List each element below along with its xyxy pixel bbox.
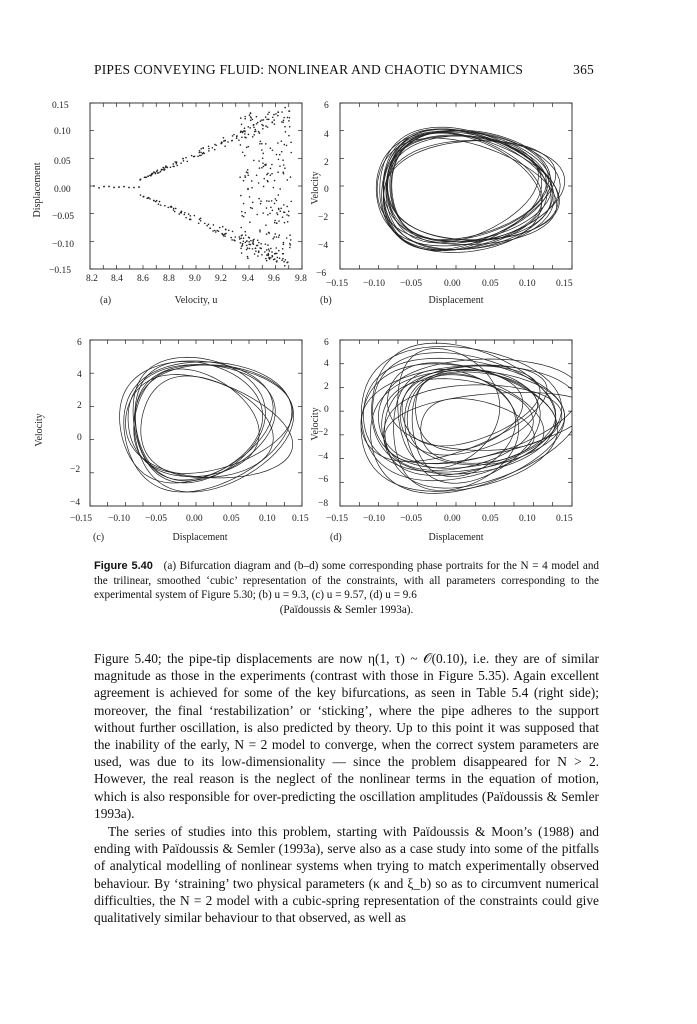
panel-b-xtick-2: −0.05 bbox=[400, 279, 422, 289]
panel-b-ylabel: Velocity bbox=[310, 171, 321, 205]
panel-d-ytick-0: 6 bbox=[324, 338, 329, 348]
panel-b-xtick-5: 0.10 bbox=[519, 279, 536, 289]
panel-b-phase-portrait bbox=[310, 101, 573, 306]
panel-b-trajectory bbox=[370, 119, 573, 267]
panel-a-ytick-1: 0.10 bbox=[54, 127, 71, 137]
panel-c-ytick-5: −4 bbox=[70, 498, 81, 508]
caption-label: Figure 5.40 bbox=[94, 560, 153, 572]
panel-d-xtick-4: 0.05 bbox=[482, 514, 499, 524]
caption-line-1: (a) Bifurcation diagram and (b–d) some corresponding phase portraits for the N = 4 bbox=[163, 560, 548, 572]
panel-b-xtick-4: 0.05 bbox=[482, 279, 499, 289]
caption-line-3: corresponding to the experimental system of Figure 5.30; (b) u = 9.3, (c) u = 9.57, (d) u = 9.6 bbox=[94, 574, 599, 602]
panel-c-trajectory bbox=[108, 343, 305, 504]
panel-a-tag: (a) bbox=[100, 295, 112, 306]
panel-d-phase-portrait bbox=[310, 335, 593, 543]
panel-d-trajectory bbox=[352, 335, 593, 503]
panel-d-xtick-3: 0.00 bbox=[444, 514, 461, 524]
body-text bbox=[94, 650, 599, 926]
panel-a-xtick-2: 8.6 bbox=[137, 274, 149, 284]
panel-a-ytick-0: 0.15 bbox=[52, 101, 69, 111]
panel-d-ytick-1: 4 bbox=[324, 359, 329, 369]
panel-b-xtick-3: 0.00 bbox=[444, 279, 461, 289]
panel-c-ytick-0: 6 bbox=[77, 338, 82, 348]
panel-c-phase-portrait bbox=[34, 338, 309, 543]
panel-d-ytick-5: −4 bbox=[318, 452, 329, 462]
panel-a-ytick-3: 0.00 bbox=[54, 185, 71, 195]
panel-a-xtick-3: 8.8 bbox=[163, 274, 175, 284]
body-paragraph-1: Figure 5.40; the pipe-tip displacements are now η(1, τ) ~ 𝒪(0.10), i.e. they are of similar magnitude as those in the experiments (contrast with those in Figure 5.35). Again excellent agreement is achieved for some of the key bifurcations, as seen in Table 5.4 (right side); moreover, the final ‘restabilization’ or ‘sticking’, where the pipe adheres to the support without further oscillation, is also predicted by theory. Up to this point it was supposed that the inability of the early, N = 2 model to converge, when the correct system parameters are used, was due to its low-dimensionality — since the problem disappeared for N > 2. However, the real reason is the neglect of the nonlinear terms in the equation of motion, which is also responsible for over-predicting the oscillation amplitudes (Païdoussis & Semler 1993a). bbox=[94, 651, 599, 821]
panel-c-xlabel: Displacement bbox=[172, 532, 228, 543]
panel-a-xtick-1: 8.4 bbox=[111, 274, 123, 284]
page-number: 365 bbox=[573, 62, 594, 77]
panel-b-tag: (b) bbox=[320, 295, 332, 306]
panel-c-xtick-1: −0.10 bbox=[108, 514, 130, 524]
panel-b-xlabel: Displacement bbox=[428, 295, 484, 306]
panel-a-xlabel: Velocity, u bbox=[174, 295, 218, 306]
caption-line-4: (Païdoussis & Semler 1993a). bbox=[279, 603, 414, 616]
panel-b-xtick-1: −0.10 bbox=[363, 279, 385, 289]
panel-d-xtick-0: −0.15 bbox=[326, 514, 348, 524]
panel-b-ytick-4: −2 bbox=[318, 213, 329, 223]
panel-a-bifurcation-diagram bbox=[32, 101, 307, 306]
figure-caption bbox=[94, 559, 599, 617]
running-title: PIPES CONVEYING FLUID: NONLINEAR AND CHAOTIC DYNAMICS bbox=[94, 62, 524, 77]
panel-d-ytick-3: 0 bbox=[324, 405, 329, 415]
panel-d-ytick-4: −2 bbox=[318, 428, 329, 438]
panel-b-ytick-0: 6 bbox=[324, 101, 329, 111]
panel-a-ytick-4: −0.05 bbox=[52, 212, 74, 222]
panel-a-frame bbox=[90, 103, 302, 269]
panel-d-tag: (d) bbox=[330, 532, 342, 543]
panel-c-xtick-2: −0.05 bbox=[145, 514, 167, 524]
panel-c-xtick-6: 0.15 bbox=[292, 514, 309, 524]
panel-a-xtick-0: 8.2 bbox=[86, 274, 98, 284]
body-paragraph-2: The series of studies into this problem, starting with Païdoussis & Moon’s (1988) and ending with Païdoussis & Semler (1993a), serve also as a case study into some of the pitfalls of analytical modelling of nonlinear systems when trying to match experimentally observed behaviour. By ‘straining’ two physical parameters (κ and ξ_b) so as to circumvent numerical difficulties, the N = 2 model with a cubic-spring representation of the constraints could give qualitatively similar behaviour to that observed, as well as bbox=[94, 824, 599, 926]
panel-b-xtick-6: 0.15 bbox=[556, 279, 573, 289]
panel-d-ylabel: Velocity bbox=[310, 407, 321, 441]
panel-a-xtick-4: 9.0 bbox=[189, 274, 201, 284]
panel-c-ytick-1: 4 bbox=[77, 370, 82, 380]
panel-d-xtick-2: −0.05 bbox=[400, 514, 422, 524]
panel-c-xtick-5: 0.10 bbox=[259, 514, 276, 524]
panel-d-ytick-7: −8 bbox=[318, 499, 329, 509]
panel-c-ylabel: Velocity bbox=[34, 413, 45, 447]
panel-a-ytick-2: 0.05 bbox=[54, 157, 71, 167]
panel-b-ytick-1: 4 bbox=[324, 130, 329, 140]
panel-a-ytick-6: −0.15 bbox=[49, 266, 71, 276]
panel-b-ytick-3: 0 bbox=[324, 185, 329, 195]
panel-d-xtick-5: 0.10 bbox=[519, 514, 536, 524]
panel-d-ytick-2: 2 bbox=[324, 382, 329, 392]
panel-b-ytick-5: −4 bbox=[318, 241, 329, 251]
panel-a-xtick-7: 9.6 bbox=[268, 274, 280, 284]
panel-a-xtick-6: 9.4 bbox=[242, 274, 254, 284]
panel-c-xtick-3: 0.00 bbox=[186, 514, 203, 524]
panel-a-ytick-5: −0.10 bbox=[52, 240, 74, 250]
panel-c-ytick-2: 2 bbox=[77, 401, 82, 411]
panel-b-ytick-2: 2 bbox=[324, 158, 329, 168]
panel-c-ytick-3: 0 bbox=[77, 433, 82, 443]
panel-a-xtick-8: 9.8 bbox=[295, 274, 307, 284]
panel-a-ylabel: Displacement bbox=[32, 162, 43, 218]
panel-d-xlabel: Displacement bbox=[428, 532, 484, 543]
panel-b-ytick-6: −6 bbox=[316, 269, 327, 279]
panel-a-xtick-5: 9.2 bbox=[215, 274, 227, 284]
caption-line-2: model and the trilinear, smoothed ‘cubic’ representation of the constraints, with all parameters bbox=[94, 560, 600, 587]
panel-a-bifurcation-points bbox=[93, 107, 292, 267]
panel-d-ytick-6: −6 bbox=[318, 475, 329, 485]
panel-c-ytick-4: −2 bbox=[70, 465, 81, 475]
panel-c-tag: (c) bbox=[93, 532, 105, 543]
panel-c-xtick-0: −0.15 bbox=[70, 514, 92, 524]
panel-d-xtick-6: 0.15 bbox=[556, 514, 573, 524]
panel-b-xtick-0: −0.15 bbox=[326, 279, 348, 289]
panel-c-xtick-4: 0.05 bbox=[223, 514, 240, 524]
panel-d-xtick-1: −0.10 bbox=[363, 514, 385, 524]
